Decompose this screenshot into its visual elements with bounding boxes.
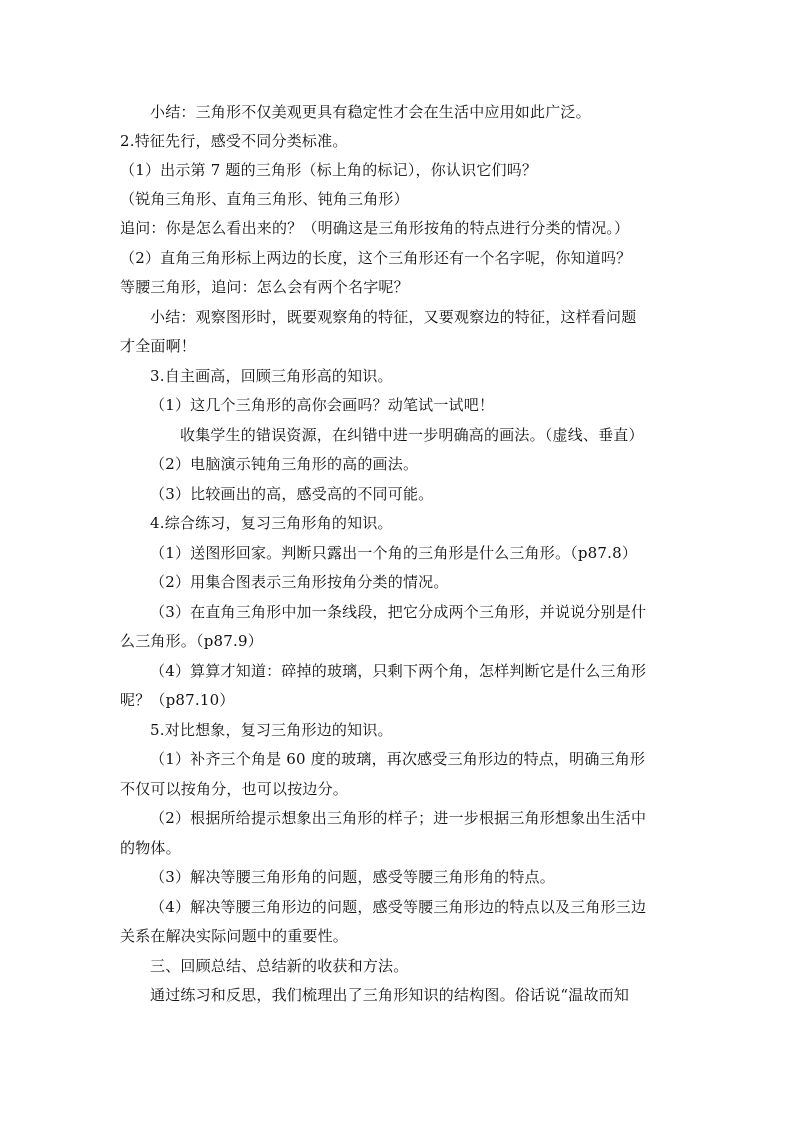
text-line: （2）用集合图表示三角形按角分类的情况。 xyxy=(150,573,449,591)
text-line: （4）算算才知道：碎掉的玻璃，只剩下两个角，怎样判断它是什么三角形 xyxy=(150,662,647,680)
text-line: 3.自主画高，回顾三角形高的知识。 xyxy=(150,367,393,385)
text-line: 才全面啊！ xyxy=(120,337,197,355)
text-line: 2.特征先行，感受不同分类标准。 xyxy=(120,132,348,150)
text-line: （1）出示第 7 题的三角形（标上角的标记），你认识它们吗？ xyxy=(120,161,538,179)
text-line: （2）电脑演示钝角三角形的高的画法。 xyxy=(150,455,419,473)
text-line: （2）根据所给提示想象出三角形的样子；进一步根据三角形想象出生活中 xyxy=(150,809,647,827)
text-line: 5.对比想象，复习三角形边的知识。 xyxy=(150,721,393,739)
text-line: （1）补齐三个角是 60 度的玻璃，再次感受三角形边的特点，明确三角形 xyxy=(150,750,646,768)
text-line: （1）这几个三角形的高你会画吗？动笔试一试吧！ xyxy=(150,396,495,414)
text-line: 等腰三角形，追问：怎么会有两个名字呢？ xyxy=(120,278,409,296)
text-line: 追问：你是怎么看出来的？（明确这是三角形按角的特点进行分类的情况。） xyxy=(120,219,630,237)
text-line: （4）解决等腰三角形边的问题，感受等腰三角形边的特点以及三角形三边 xyxy=(150,898,647,916)
text-line: 关系在解决实际问题中的重要性。 xyxy=(120,927,349,945)
text-line: 不仅可以按角分，也可以按边分。 xyxy=(120,780,349,798)
text-line: 的物体。 xyxy=(120,839,181,857)
text-line: 小结：观察图形时，既要观察角的特征，又要观察边的特征，这样看问题 xyxy=(150,308,637,326)
text-line: （3）比较画出的高，感受高的不同可能。 xyxy=(150,485,434,503)
text-line: （2）直角三角形标上两边的长度，这个三角形还有一个名字呢，你知道吗？ xyxy=(120,249,632,267)
text-line: 呢？（p87.10） xyxy=(120,691,235,709)
text-line: 4.综合练习，复习三角形角的知识。 xyxy=(150,514,393,532)
text-line: 三、回顾总结、总结新的收获和方法。 xyxy=(150,957,409,975)
text-line: （锐角三角形、直角三角形、钝角三角形） xyxy=(120,190,409,208)
text-line: （3）解决等腰三角形角的问题，感受等腰三角形角的特点。 xyxy=(150,868,555,886)
text-line: 收集学生的错误资源，在纠错中进一步明确高的画法。（虚线、垂直） xyxy=(180,426,644,444)
text-line: 通过练习和反思，我们梳理出了三角形知识的结构图。俗话说“温故而知 xyxy=(150,986,630,1004)
text-line: （1）送图形回家。判断只露出一个角的三角形是什么三角形。（p87.8） xyxy=(150,544,638,562)
text-line: 么三角形。（p87.9） xyxy=(120,632,263,650)
text-line: 小结：三角形不仅美观更具有稳定性才会在生活中应用如此广泛。 xyxy=(150,103,591,121)
text-line: （3）在直角三角形中加一条线段，把它分成两个三角形，并说说分别是什 xyxy=(150,603,647,621)
